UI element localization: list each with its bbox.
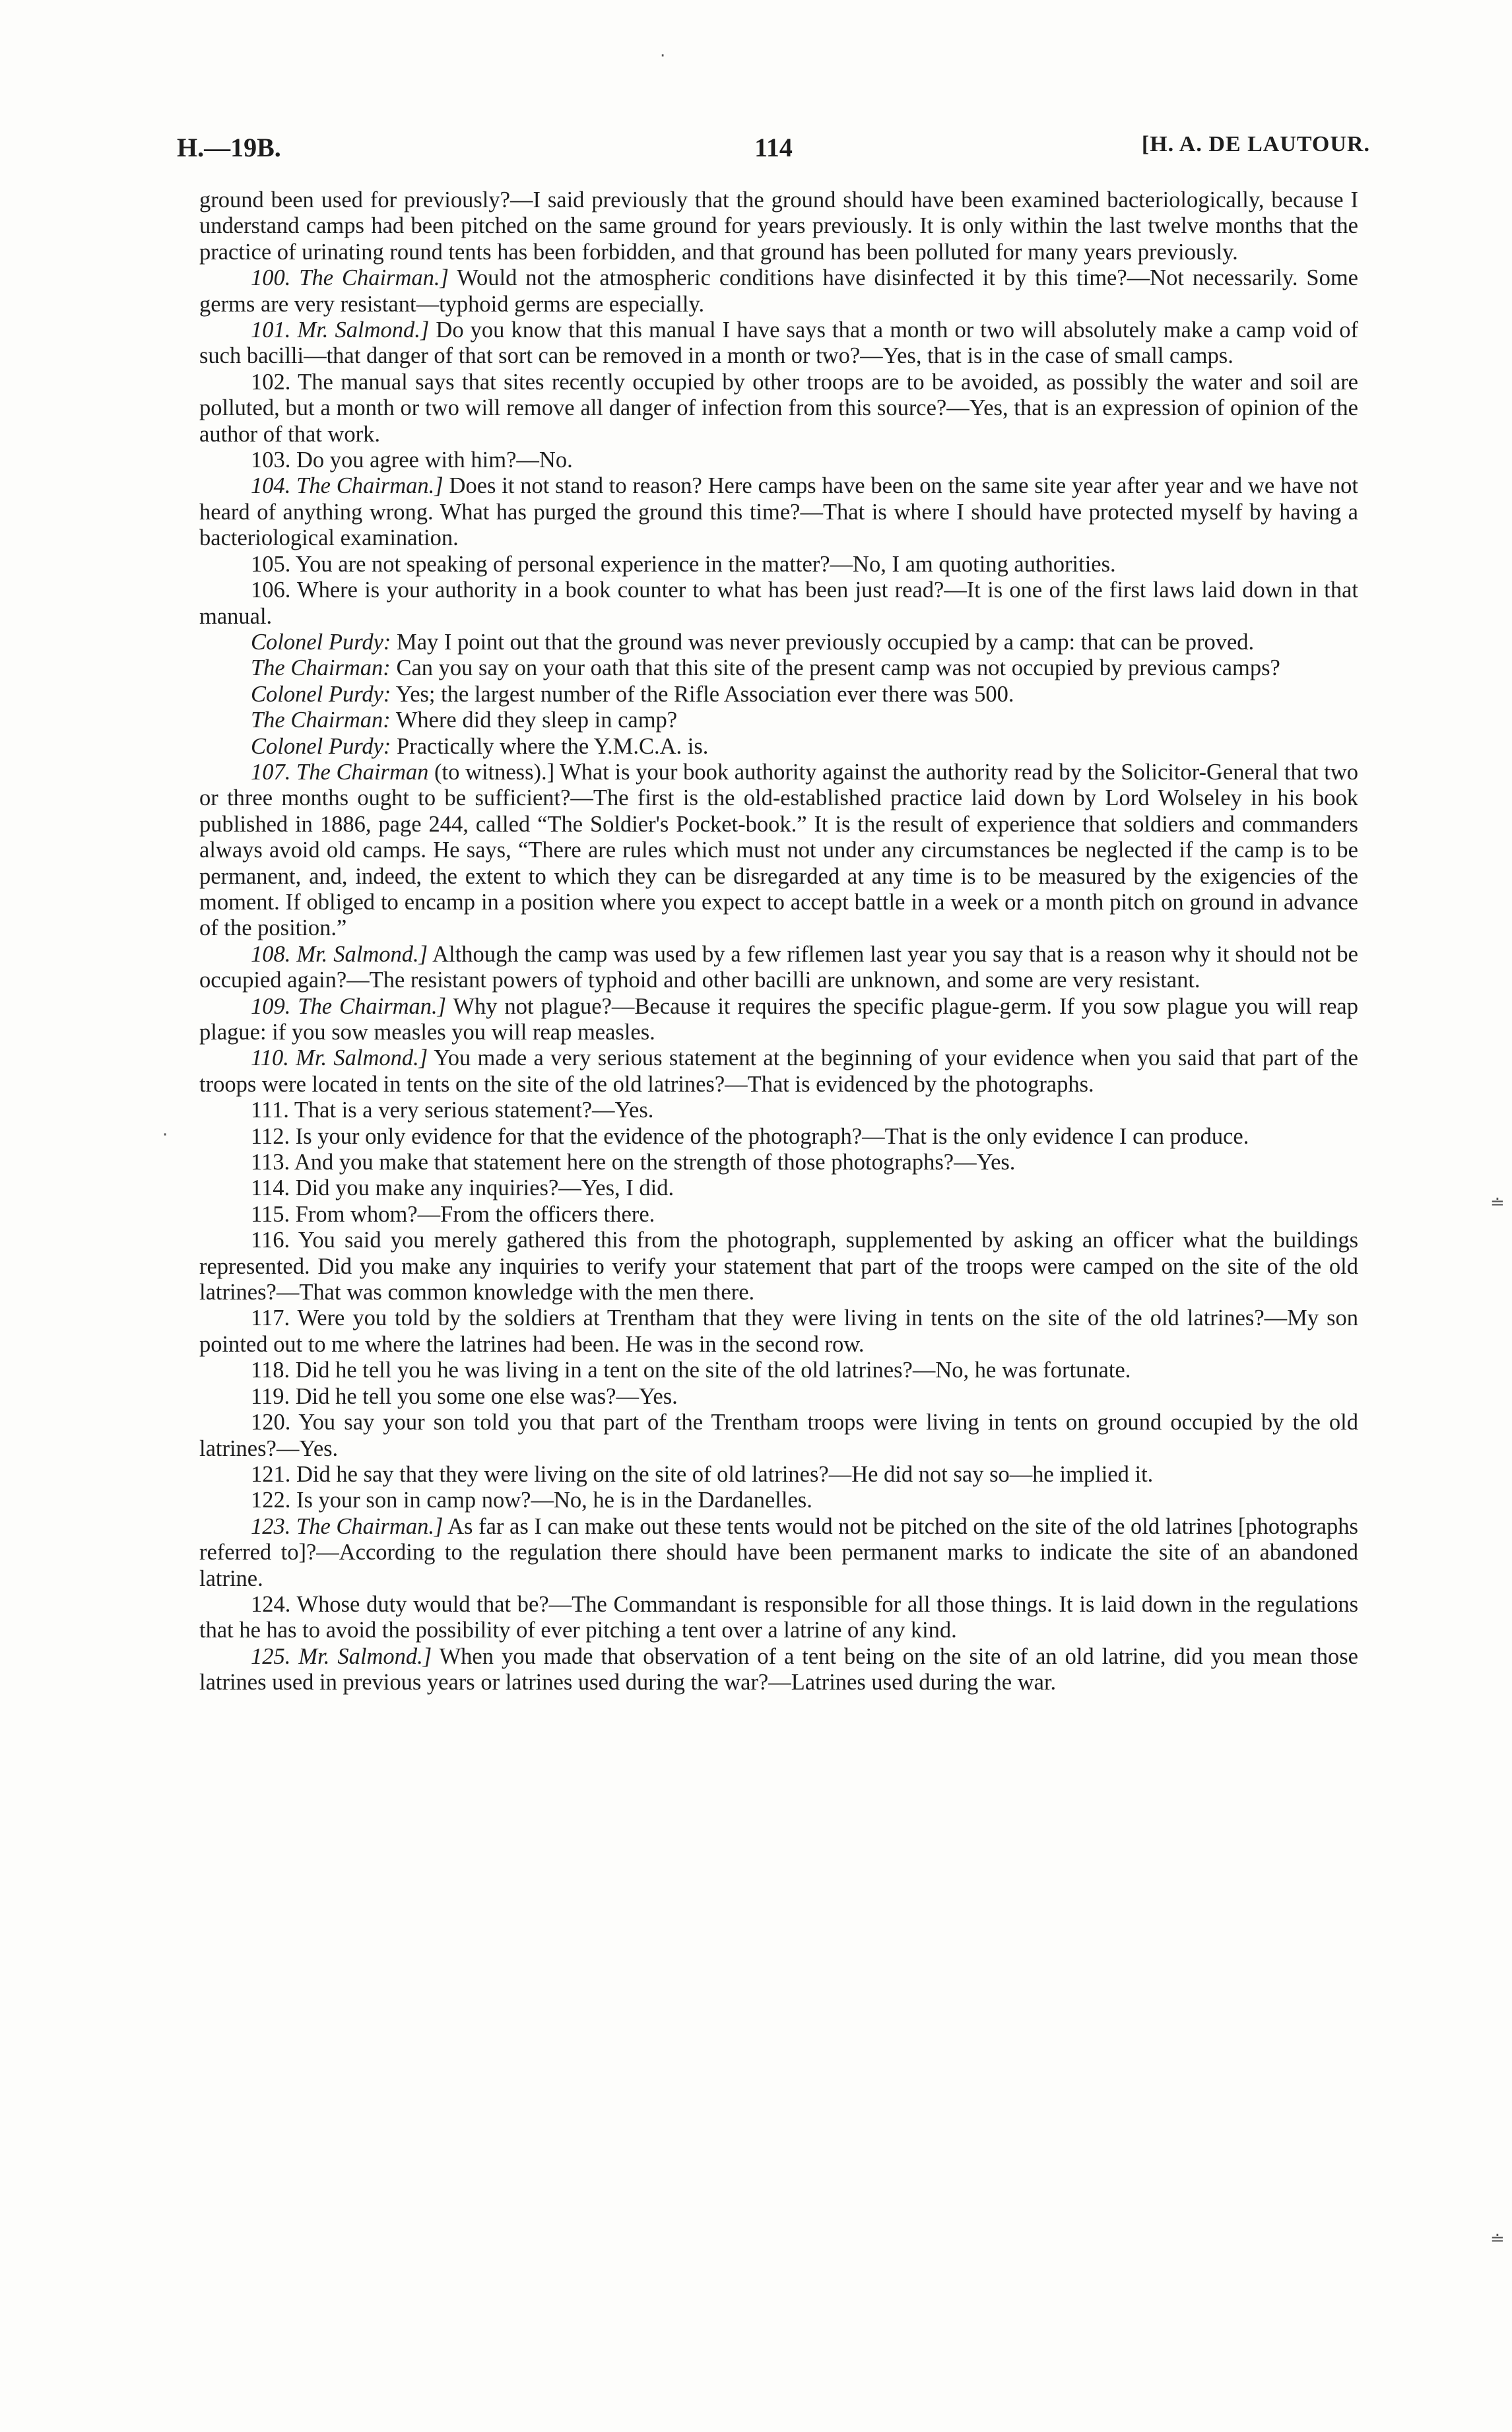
- paragraph: [199, 1358, 1358, 1383]
- paragraph-text: (to witness).] What is your book authority against the authority read by the Solicitor-General that two or three months ought to be sufficient?—The first is the old-established practice laid down by Lord Wolseley in his book published in 1886, page 244, called “The Soldier's Pocket-book.” It is the result of experience that soldiers and commanders always avoid old camps. He says, “There are rules which must not under any circumstances be neglected if the camp is to be permanent, and, indeed, the extent to which they can be disregarded at any time is to be measured by the exigencies of the moment. If obliged to encamp in a position where you expect to accept battle in a week or a month pitch on ground in advance of the position.”: [199, 759, 1358, 941]
- paragraph: [199, 1488, 1358, 1513]
- paragraph: [199, 1098, 1358, 1123]
- scan-speck: ·: [660, 46, 666, 66]
- paragraph: [199, 265, 1358, 317]
- paragraph-text: Can you say on your oath that this site of the present camp was not occupied by previous camps?: [390, 655, 1280, 681]
- speaker-tag: 104. The Chairman.]: [251, 473, 444, 499]
- speaker-tag: 110. Mr. Salmond.]: [251, 1045, 428, 1071]
- paragraph-text: 105. You are not speaking of personal experience in the matter?—No, I am quoting authorities.: [251, 551, 1116, 577]
- paragraph-text: 119. Did he tell you some one else was?—Yes.: [251, 1383, 678, 1409]
- margin-dot: ·: [162, 1125, 168, 1145]
- paragraph-text: Does it not stand to reason? Here camps have been on the same site year after year and we have not heard of anything wrong. What has purged the ground this time?—That is where I should have protected myself by having a bacteriological examination.: [199, 473, 1358, 551]
- paragraph-text: Yes; the largest number of the Rifle Association ever there was 500.: [391, 681, 1014, 707]
- running-header: [177, 132, 1370, 172]
- paragraph: [199, 1644, 1358, 1696]
- speaker-tag: 100. The Chairman.]: [251, 265, 449, 291]
- paragraph: [199, 1175, 1358, 1201]
- paragraph-text: Practically where the Y.M.C.A. is.: [391, 733, 709, 759]
- paragraph-text: Although the camp was used by a few riflemen last year you say that is a reason why it should not be occupied again?—The resistant powers of typhoid and other bacilli are unknown, and some are very resistant.: [199, 941, 1358, 993]
- margin-mark: ≐: [1490, 1193, 1505, 1213]
- paragraph-text: 121. Did he say that they were living on the site of old latrines?—He did not say so—he implied it.: [251, 1461, 1154, 1487]
- paragraph: [199, 1150, 1358, 1175]
- paragraph: [199, 1384, 1358, 1410]
- paragraph: [199, 370, 1358, 447]
- paragraph: [199, 1045, 1358, 1098]
- paragraph-text: 115. From whom?—From the officers there.: [251, 1201, 655, 1227]
- paragraph: [199, 655, 1358, 681]
- paragraph: [199, 447, 1358, 473]
- speaker-tag: Colonel Purdy:: [251, 629, 391, 655]
- paragraph: [199, 1514, 1358, 1592]
- speaker-tag: The Chairman:: [251, 707, 391, 733]
- paragraph: [199, 994, 1358, 1046]
- speaker-tag: 101. Mr. Salmond.]: [251, 317, 430, 343]
- paragraph: [199, 760, 1358, 942]
- paragraph: [199, 317, 1358, 370]
- paragraph-text: As far as I can make out these tents would not be pitched on the site of the old latrines [photographs referred to]?—According to the regulation there should have been permanent marks to indicate the site of an abandoned latrine.: [199, 1513, 1358, 1591]
- minutes-of-evidence: [199, 187, 1358, 1696]
- paragraph: [199, 1305, 1358, 1358]
- paragraph-text: Would not the atmospheric conditions have disinfected it by this time?—Not necessarily. Some germs are very resistant—typhoid germs are especially.: [199, 265, 1358, 317]
- paragraph: [199, 1592, 1358, 1644]
- paragraph-text: Why not plague?—Because it requires the specific plague-germ. If you sow plague you will reap plague: if you sow measles you will reap measles.: [199, 993, 1358, 1045]
- paper-reference: H.—19B.: [177, 133, 281, 162]
- speaker-tag: 107. The Chairman: [251, 759, 429, 785]
- speaker-tag: 125. Mr. Salmond.]: [251, 1643, 432, 1669]
- paragraph-text: 102. The manual says that sites recently occupied by other troops are to be avoided, as possibly the water and soil are polluted, but a month or two will remove all danger of infection from this source?—Yes, that is an expression of opinion of the author of that work.: [199, 369, 1358, 447]
- paragraph: [199, 682, 1358, 707]
- paragraph: [199, 1462, 1358, 1488]
- paragraph-text: 112. Is your only evidence for that the evidence of the photograph?—That is the only evidence I can produce.: [251, 1123, 1249, 1149]
- paragraph: [199, 1124, 1358, 1150]
- paragraph: [199, 734, 1358, 760]
- paragraph-text: 114. Did you make any inquiries?—Yes, I did.: [251, 1175, 674, 1201]
- speaker-tag: 109. The Chairman.]: [251, 993, 447, 1019]
- paragraph: [199, 187, 1358, 265]
- paragraph: [199, 1228, 1358, 1305]
- paragraph-text: ground been used for previously?—I said previously that the ground should have been examined bacteriologically, because I understand camps had been pitched on the same ground for years previously. It is only within the last twelve months that the practice of urinating round tents has been forbidden, and that ground has been polluted for many years previously.: [199, 187, 1358, 265]
- paragraph-text: May I point out that the ground was never previously occupied by a camp: that can be proved.: [391, 629, 1255, 655]
- paragraph: [199, 473, 1358, 551]
- paragraph: [199, 942, 1358, 994]
- paragraph: [199, 1410, 1358, 1462]
- paragraph-text: 111. That is a very serious statement?—Yes.: [251, 1098, 654, 1123]
- paragraph: [199, 552, 1358, 577]
- speaker-tag: Colonel Purdy:: [251, 733, 391, 759]
- speaker-tag: 108. Mr. Salmond.]: [251, 941, 428, 967]
- page-number: 114: [754, 133, 793, 162]
- paragraph-text: 116. You said you merely gathered this from the photograph, supplemented by asking an officer what the buildings represented. Did you make any inquiries to verify your statement that part of the troops were camped on the site of the old latrines?—That was common knowledge with the men there.: [199, 1228, 1358, 1305]
- margin-mark: ≐: [1490, 2229, 1505, 2249]
- paragraph: [199, 707, 1358, 733]
- paragraph-text: Do you know that this manual I have says that a month or two will absolutely make a camp void of such bacilli—that danger of that sort can be removed in a month or two?—Yes, that is in the case of small camps.: [199, 317, 1358, 369]
- paragraph-text: 120. You say your son told you that part of the Trentham troops were living in tents on ground occupied by the old latrines?—Yes.: [199, 1410, 1358, 1461]
- paragraph-text: 122. Is your son in camp now?—No, he is in the Dardanelles.: [251, 1488, 812, 1513]
- paragraph: [199, 577, 1358, 630]
- paragraph-text: When you made that observation of a tent being on the site of an old latrine, did you mean those latrines used in previous years or latrines used during the war?—Latrines used during the war.: [199, 1643, 1358, 1695]
- witness-name: [H. A. DE LAUTOUR.: [1141, 132, 1370, 156]
- paragraph-text: Where did they sleep in camp?: [390, 707, 678, 733]
- paragraph-text: 117. Were you told by the soldiers at Trentham that they were living in tents on the site of the old latrines?—My son pointed out to me where the latrines had been. He was in the second row.: [199, 1305, 1358, 1357]
- paragraph-text: 124. Whose duty would that be?—The Commandant is responsible for all those things. It is laid down in the regulations that he has to avoid the possibility of ever pitching a tent over a latrine of any kind.: [199, 1591, 1358, 1643]
- speaker-tag: Colonel Purdy:: [251, 681, 391, 707]
- paragraph-text: You made a very serious statement at the beginning of your evidence when you said that part of the troops were located in tents on the site of the old latrines?—That is evidenced by the photographs.: [199, 1045, 1358, 1097]
- paragraph: [199, 630, 1358, 655]
- speaker-tag: 123. The Chairman.]: [251, 1513, 444, 1539]
- paragraph-text: 113. And you make that statement here on the strength of those photographs?—Yes.: [251, 1150, 1016, 1175]
- paragraph-text: 118. Did he tell you he was living in a tent on the site of the old latrines?—No, he was fortunate.: [251, 1358, 1131, 1383]
- paragraph: [199, 1202, 1358, 1228]
- paragraph-text: 103. Do you agree with him?—No.: [251, 447, 573, 473]
- speaker-tag: The Chairman:: [251, 655, 391, 681]
- paragraph-text: 106. Where is your authority in a book counter to what has been just read?—It is one of the first laws laid down in that manual.: [199, 577, 1358, 629]
